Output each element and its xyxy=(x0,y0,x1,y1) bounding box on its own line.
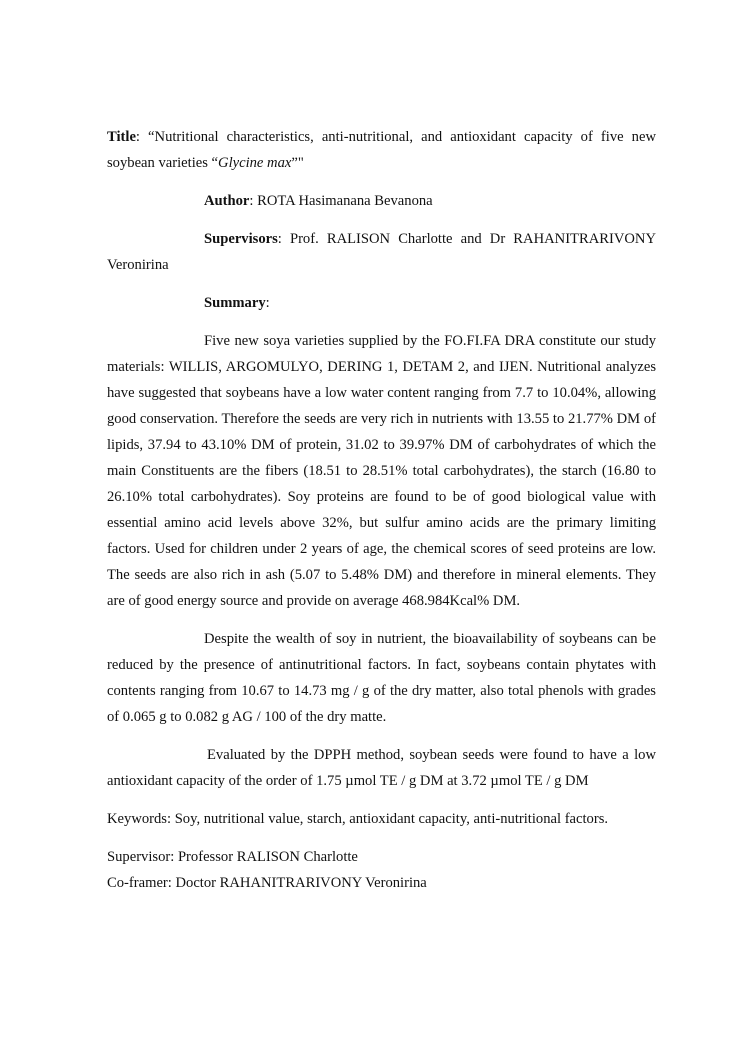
signature-block xyxy=(107,844,656,896)
coframer-line: Co-framer: Doctor RAHANITRARIVONY Veronirina xyxy=(107,875,427,891)
summary-label: Summary xyxy=(204,295,266,311)
author-paragraph xyxy=(107,188,656,214)
document-page xyxy=(107,124,656,896)
summary-heading xyxy=(107,290,656,316)
summary-paragraph-1: Five new soya varieties supplied by the FO.FI.FA DRA constitute our study materials: WILLIS, ARGOMULYO, DERING 1, DETAM 2, and IJEN. Nutritional analyzes have suggested that soybeans have a low water content ranging from 7.7 to 10.04%, allowing good conservation. Therefore the seeds are very rich in nutrients with 13.55 to 21.77% DM of lipids, 37.94 to 43.10% DM of protein, 31.02 to 39.97% DM of carbohydrates of which the main Constituents are the fibers (18.51 to 28.51% total carbohydrates), the starch (16.80 to 26.10% total carbohydrates). Soy proteins are found to be of good biological value with essential amino acid levels above 32%, but sulfur amino acids are the primary limiting factors. Used for children under 2 years of age, the chemical scores of seed proteins are low. The seeds are also rich in ash (5.07 to 5.48% DM) and therefore in mineral elements. They are of good energy source and provide on average 468.984Kcal% DM. xyxy=(107,333,656,609)
author-label: Author xyxy=(204,193,250,209)
title-species: Glycine max xyxy=(218,155,292,171)
title-closing: ”" xyxy=(291,155,304,171)
summary-paragraph-3: Evaluated by the DPPH method, soybean seeds were found to have a low antioxidant capacity of the order of 1.75 µmol TE / g DM at 3.72 µmol TE / g DM xyxy=(107,747,656,789)
title-paragraph xyxy=(107,124,656,176)
keywords: Keywords: Soy, nutritional value, starch, antioxidant capacity, anti-nutritional factors. xyxy=(107,811,609,827)
supervisors-label: Supervisors xyxy=(204,231,278,247)
author-name: : ROTA Hasimanana Bevanona xyxy=(249,193,433,209)
summary-colon: : xyxy=(265,295,270,311)
title-text: : “Nutritional characteristics, anti-nutritional, and antioxidant capacity of five new soybean varieties “ xyxy=(107,129,656,171)
supervisor-line: Supervisor: Professor RALISON Charlotte xyxy=(107,849,358,865)
title-label: Title xyxy=(107,129,136,145)
supervisors-paragraph xyxy=(107,226,656,278)
summary-paragraph-2: Despite the wealth of soy in nutrient, the bioavailability of soybeans can be reduced by the presence of antinutritional factors. In fact, soybeans contain phytates with contents ranging from 10.67 to 14.73 mg / g of the dry matter, also total phenols with grades of 0.065 g to 0.082 g AG / 100 of the dry matte. xyxy=(107,631,656,725)
supervisors-names: : Prof. RALISON Charlotte and Dr RAHANITRARIVONY Veronirina xyxy=(107,231,656,273)
